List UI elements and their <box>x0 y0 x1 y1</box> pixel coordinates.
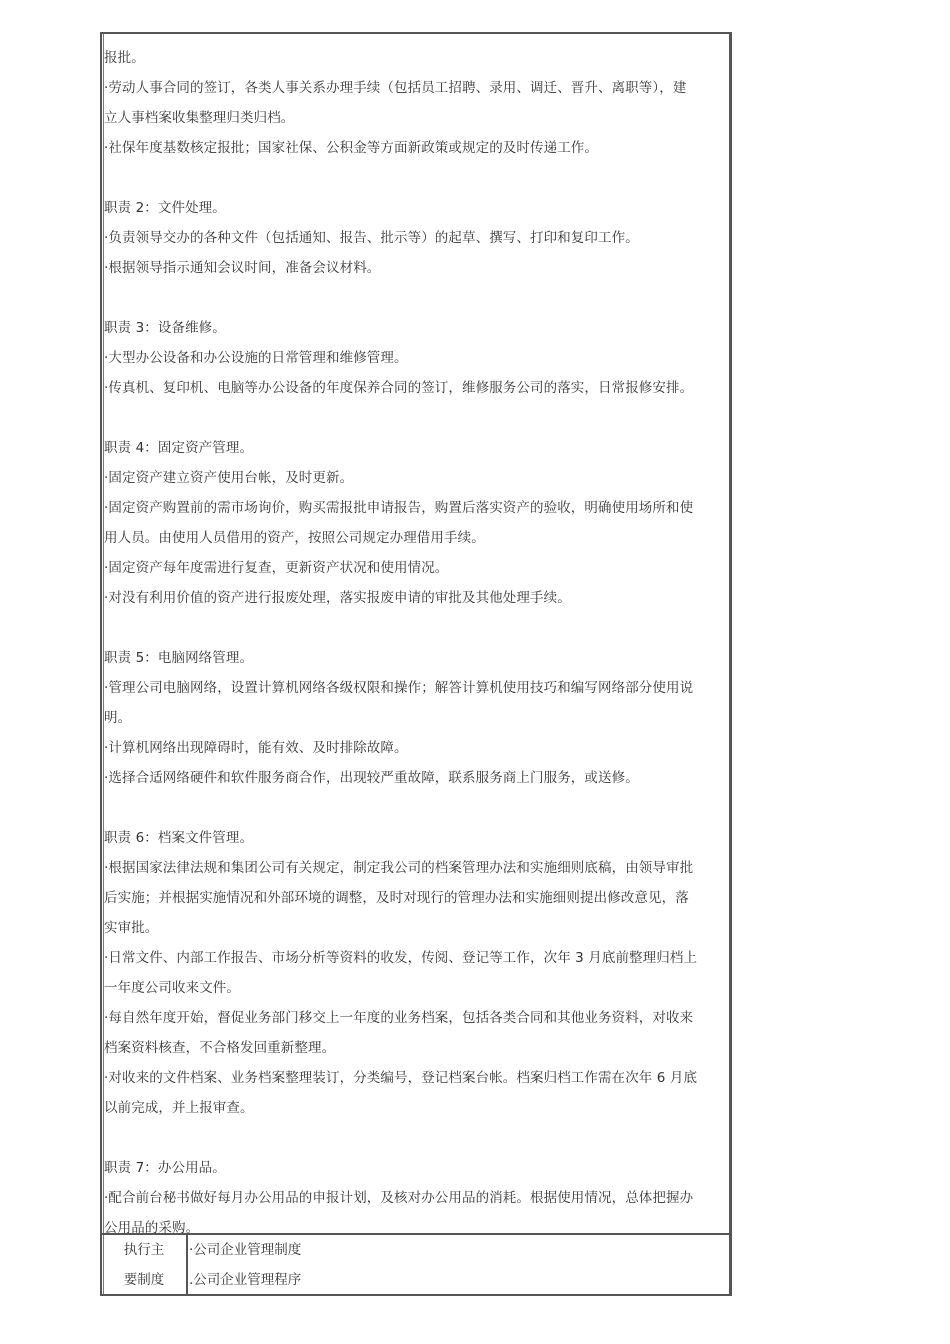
text-line: 明。 <box>104 710 132 726</box>
text-line: ·对没有利用价值的资产进行报废处理，落实报废申请的审批及其他处理手续。 <box>104 590 571 606</box>
section-heading: 职责 5：电脑网络管理。 <box>104 650 254 666</box>
text-line: ·大型办公设备和办公设施的日常管理和维修管理。 <box>104 350 408 366</box>
section-heading: 职责 6：档案文件管理。 <box>104 830 254 846</box>
section-heading: 职责 7：办公用品。 <box>104 1160 226 1176</box>
regulations-label-line-2: 要制度 <box>123 1272 165 1288</box>
regulations-label-line-1: 执行主 <box>123 1242 165 1258</box>
section-heading: 职责 3：设备维修。 <box>104 320 226 336</box>
text-line: ·负责领导交办的各种文件（包括通知、报告、批示等）的起草、撰写、打印和复印工作。 <box>104 230 639 246</box>
text-line: ·根据国家法律法规和集团公司有关规定，制定我公司的档案管理办法和实施细则底稿，由领导审批 <box>104 860 694 876</box>
regulations-label-cell <box>102 1235 188 1294</box>
text-line: 以前完成，并上报审查。 <box>104 1100 254 1116</box>
text-line: 后实施；并根据实施情况和外部环境的调整，及时对现行的管理办法和实施细则提出修改意见，落 <box>104 890 689 906</box>
blank-line <box>104 1123 728 1153</box>
text-line: 立人事档案收集整理归类归档。 <box>104 110 295 126</box>
text-line: ·根据领导指示通知会议时间，准备会议材料。 <box>104 260 381 276</box>
text-line: ·固定资产购置前的需市场询价，购买需报批申请报告，购置后落实资产的验收，明确使用场所和使 <box>104 500 694 516</box>
text-line: ·管理公司电脑网络，设置计算机网络各级权限和操作；解答计算机使用技巧和编写网络部分使用说 <box>104 680 694 696</box>
text-line: 实审批。 <box>104 920 159 936</box>
responsibilities-text <box>104 43 728 1243</box>
document-table <box>100 32 732 1296</box>
regulation-item-1: ·公司企业管理制度 <box>189 1242 302 1258</box>
text-line: 公用品的采购。 <box>104 1220 200 1236</box>
text-line: ·日常文件、内部工作报告、市场分析等资料的收发，传阅、登记等工作，次年 3 月底前整理归档上 <box>104 950 698 966</box>
regulations-row <box>102 1235 729 1294</box>
blank-line <box>104 403 728 433</box>
text-line: 报批。 <box>104 50 145 66</box>
text-line: ·劳动人事合同的签订，各类人事关系办理手续（包括员工招聘、录用、调迁、晋升、离职等），建 <box>104 80 687 96</box>
text-line: ·固定资产建立资产使用台帐，及时更新。 <box>104 470 354 486</box>
text-line: ·每自然年度开始，督促业务部门移交上一年度的业务档案，包括各类合同和其他业务资料，对收来 <box>104 1010 694 1026</box>
section-heading: 职责 4：固定资产管理。 <box>104 440 254 456</box>
blank-line <box>104 793 728 823</box>
regulation-item-2: .公司企业管理程序 <box>189 1272 302 1288</box>
text-line: ·选择合适网络硬件和软件服务商合作，出现较严重故障，联系服务商上门服务，或送修。 <box>104 770 639 786</box>
text-line: ·固定资产每年度需进行复查，更新资产状况和使用情况。 <box>104 560 449 576</box>
text-line: ·社保年度基数核定报批；国家社保、公积金等方面新政策或规定的及时传递工作。 <box>104 140 598 156</box>
text-line: ·对收来的文件档案、业务档案整理装订，分类编号，登记档案台帐。档案归档工作需在次年 6 月底 <box>104 1070 698 1086</box>
blank-line <box>104 163 728 193</box>
section-heading: 职责 2：文件处理。 <box>104 200 226 216</box>
text-line: ·传真机、复印机、电脑等办公设备的年度保养合同的签订，维修服务公司的落实，日常报修安排。 <box>104 380 694 396</box>
text-line: ·计算机网络出现障碍时，能有效、及时排除故障。 <box>104 740 408 756</box>
regulations-value-cell <box>189 1235 729 1294</box>
text-line: 一年度公司收来文件。 <box>104 980 240 996</box>
blank-line <box>104 283 728 313</box>
text-line: 档案资料核查，不合格发回重新整理。 <box>104 1040 336 1056</box>
blank-line <box>104 613 728 643</box>
text-line: ·配合前台秘书做好每月办公用品的申报计划，及核对办公用品的消耗。根据使用情况，总体把握办 <box>104 1190 694 1206</box>
text-line: 用人员。由使用人员借用的资产，按照公司规定办理借用手续。 <box>104 530 485 546</box>
